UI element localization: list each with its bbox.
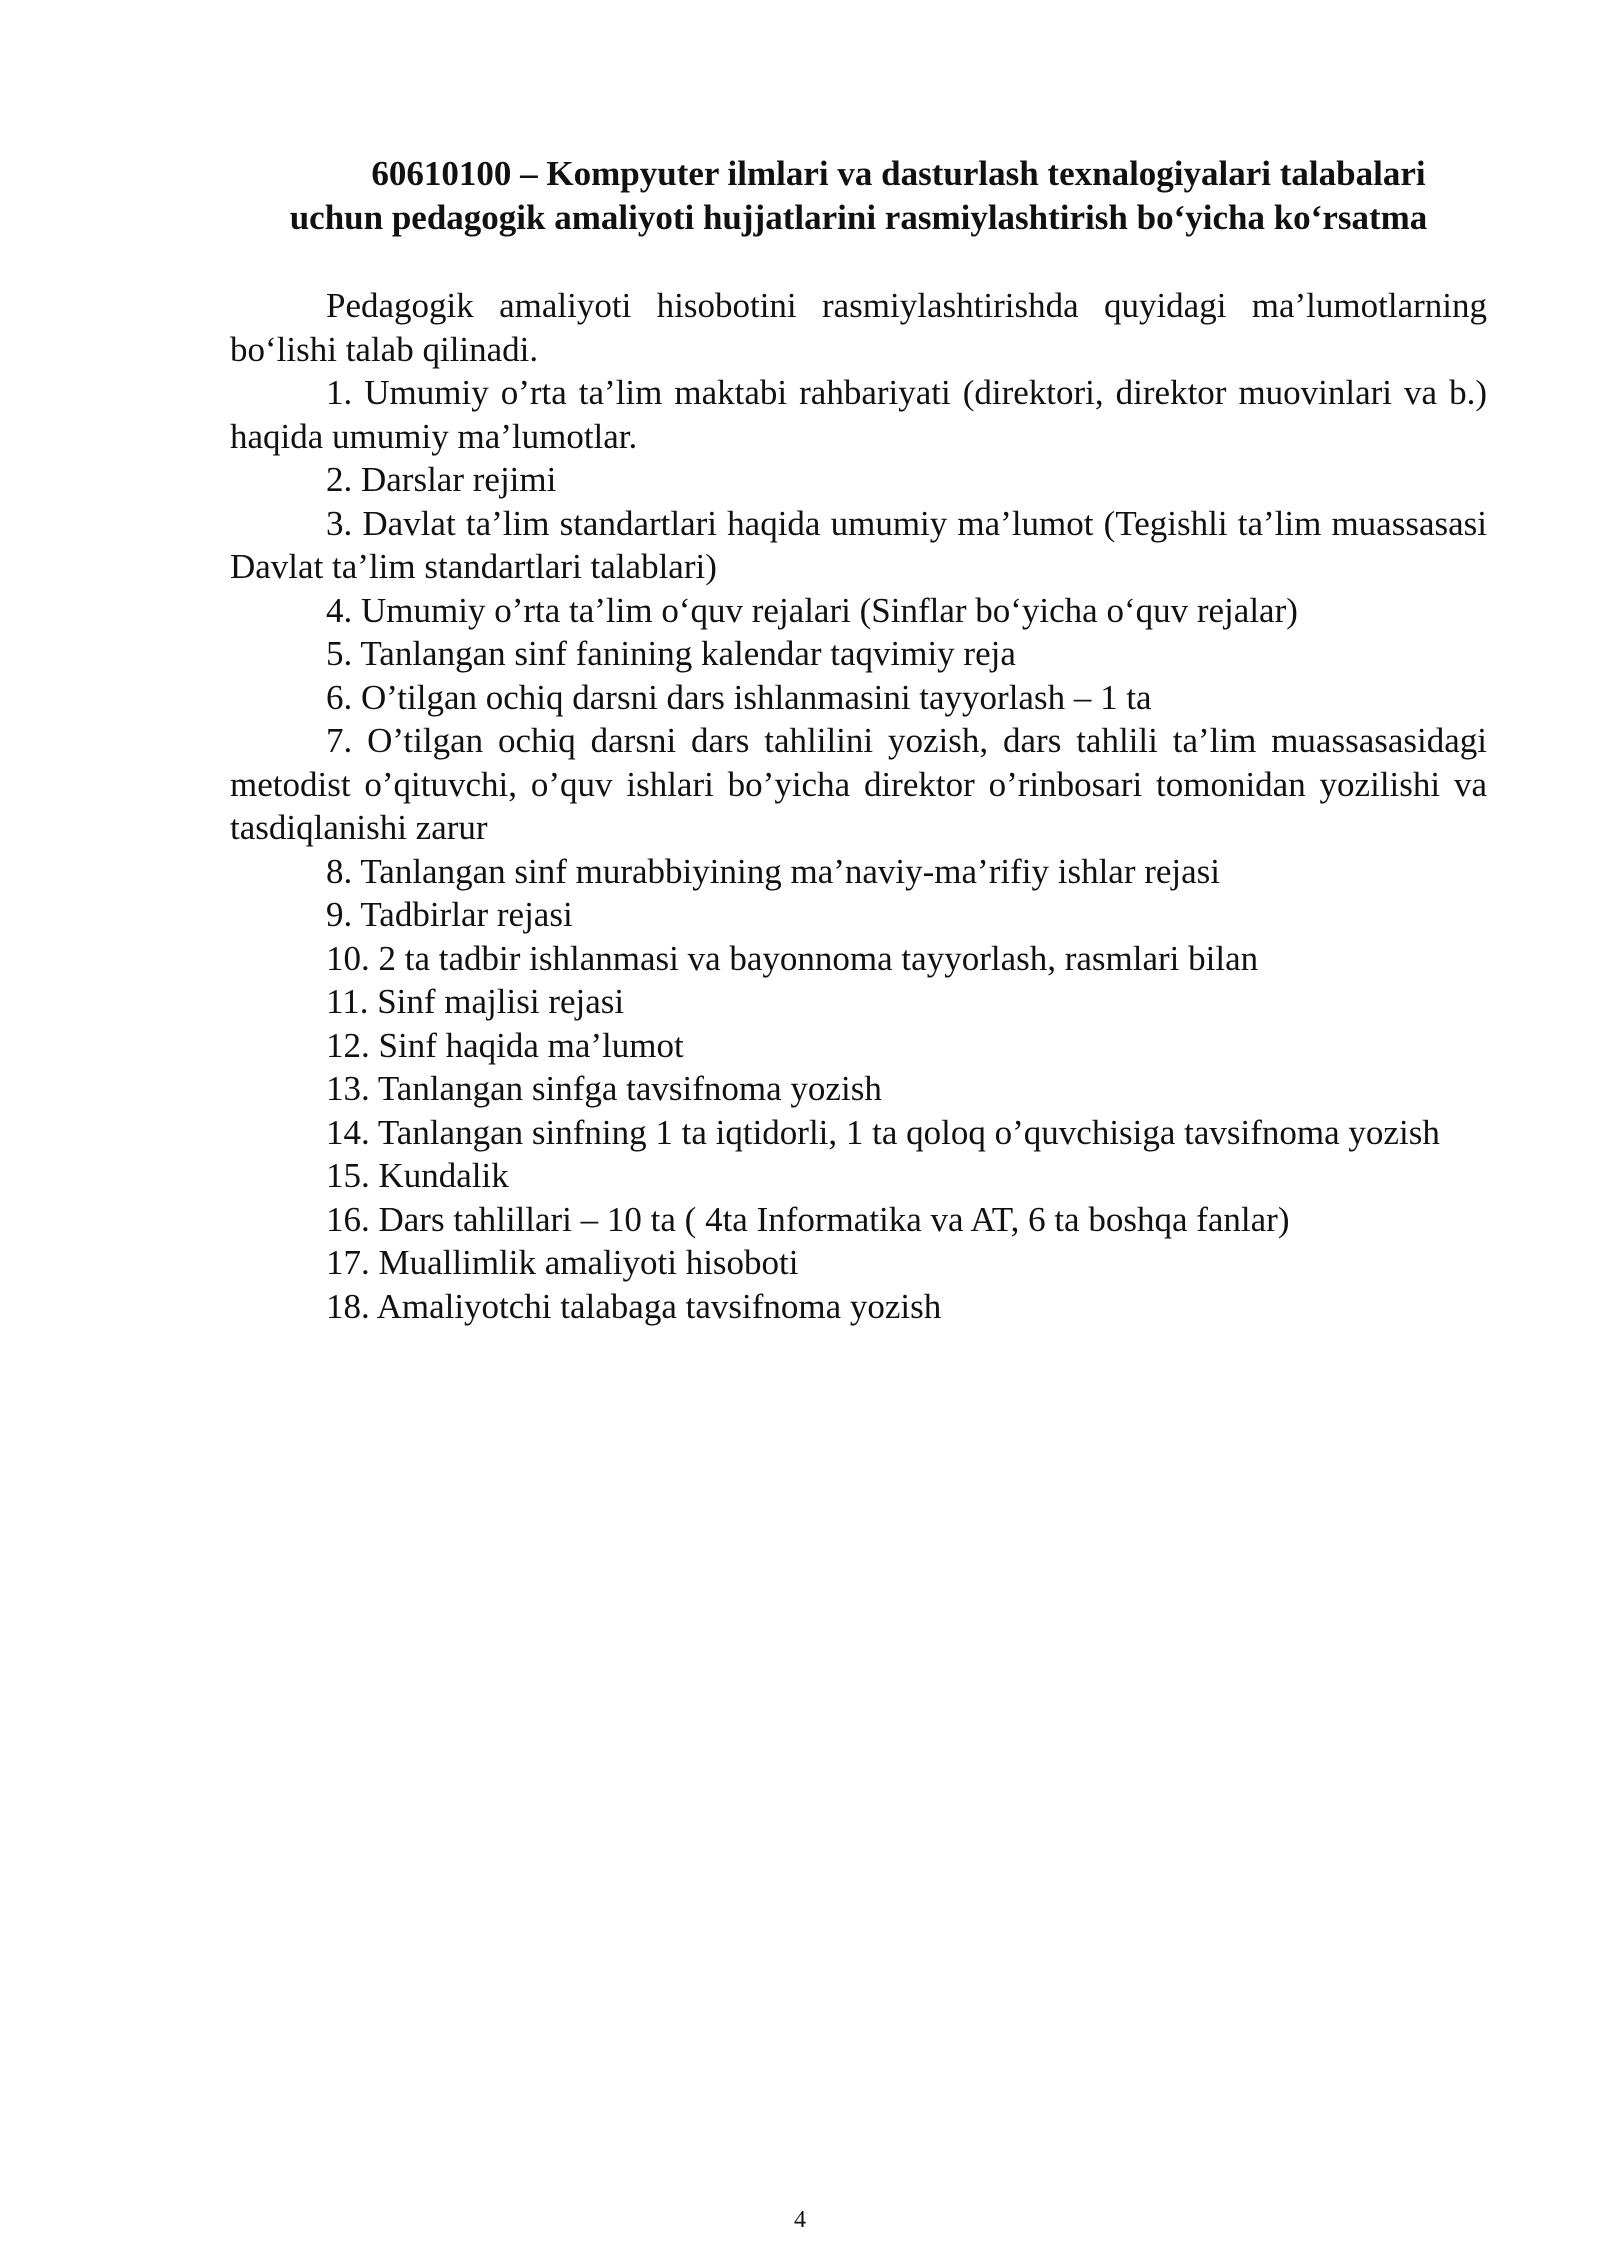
title-line-1: 60610100 – Kompyuter ilmlari va dasturlash texnalogiyalari talabalari — [371, 154, 1426, 193]
list-item-2: 2. Darslar rejimi — [326, 460, 557, 499]
page-number: 4 — [794, 2207, 806, 2233]
document-title — [230, 152, 1487, 240]
list-item-6: 6. O’tilgan ochiq darsni dars ishlanmasini tayyorlash – 1 ta — [326, 677, 1152, 717]
list-item-15: 15. Kundalik — [326, 1156, 509, 1195]
list-item-9: 9. Tadbirlar rejasi — [326, 895, 573, 934]
list-item-3: 3. Davlat ta’lim standartlari haqida umumiy ma’lumot (Tegishli ta’lim muassasasi Davlat ta’lim standartlari talablari) — [230, 503, 1487, 586]
list-item-10: 10. 2 ta tadbir ishlanmasi va bayonnoma tayyorlash, rasmlari bilan — [326, 938, 1259, 978]
list-item-13: 13. Tanlangan sinfga tavsifnoma yozish — [326, 1069, 882, 1108]
list-item-5: 5. Tanlangan sinf fanining kalendar taqvimiy reja — [326, 634, 1016, 673]
list-item-11: 11. Sinf majlisi rejasi — [326, 982, 625, 1021]
intro-paragraph: Pedagogik amaliyoti hisobotini rasmiylashtirishda quyidagi ma’lumotlarning bo‘lishi talab qilinadi. — [230, 286, 1487, 369]
list-item-7: 7. O’tilgan ochiq darsni dars tahlilini yozish, dars tahlili ta’lim muassasasidagi metodist o’qituvchi, o’quv ishlari bo’yicha direktor o’rinbosari tomonidan yozilishi va tasdiqlanishi zarur — [230, 721, 1487, 847]
list-item-17: 17. Muallimlik amaliyoti hisoboti — [326, 1243, 799, 1282]
list-item-18: 18. Amaliyotchi talabaga tavsifnoma yozish — [326, 1286, 942, 1326]
list-item-8: 8. Tanlangan sinf murabbiyining ma’naviy-ma’rifiy ishlar rejasi — [326, 851, 1221, 891]
list-item-16: 16. Dars tahlillari – 10 ta ( 4ta Informatika va AT, 6 ta boshqa fanlar) — [326, 1199, 1290, 1239]
list-item-4: 4. Umumiy o’rta ta’lim o‘quv rejalari (Sinflar bo‘yicha o‘quv rejalar) — [326, 590, 1298, 630]
document-body — [230, 284, 1487, 1328]
list-item-1: 1. Umumiy o’rta ta’lim maktabi rahbariyati (direktori, direktor muovinlari va b.) haqida umumiy ma’lumotlar. — [230, 373, 1487, 456]
list-item-14: 14. Tanlangan sinfning 1 ta iqtidorli, 1 ta qoloq o’quvchisiga tavsifnoma yozish — [326, 1112, 1440, 1152]
list-item-12: 12. Sinf haqida ma’lumot — [326, 1025, 684, 1065]
title-line-2: uchun pedagogik amaliyoti hujjatlarini rasmiylashtirish bo‘yicha ko‘rsatma — [289, 198, 1428, 237]
